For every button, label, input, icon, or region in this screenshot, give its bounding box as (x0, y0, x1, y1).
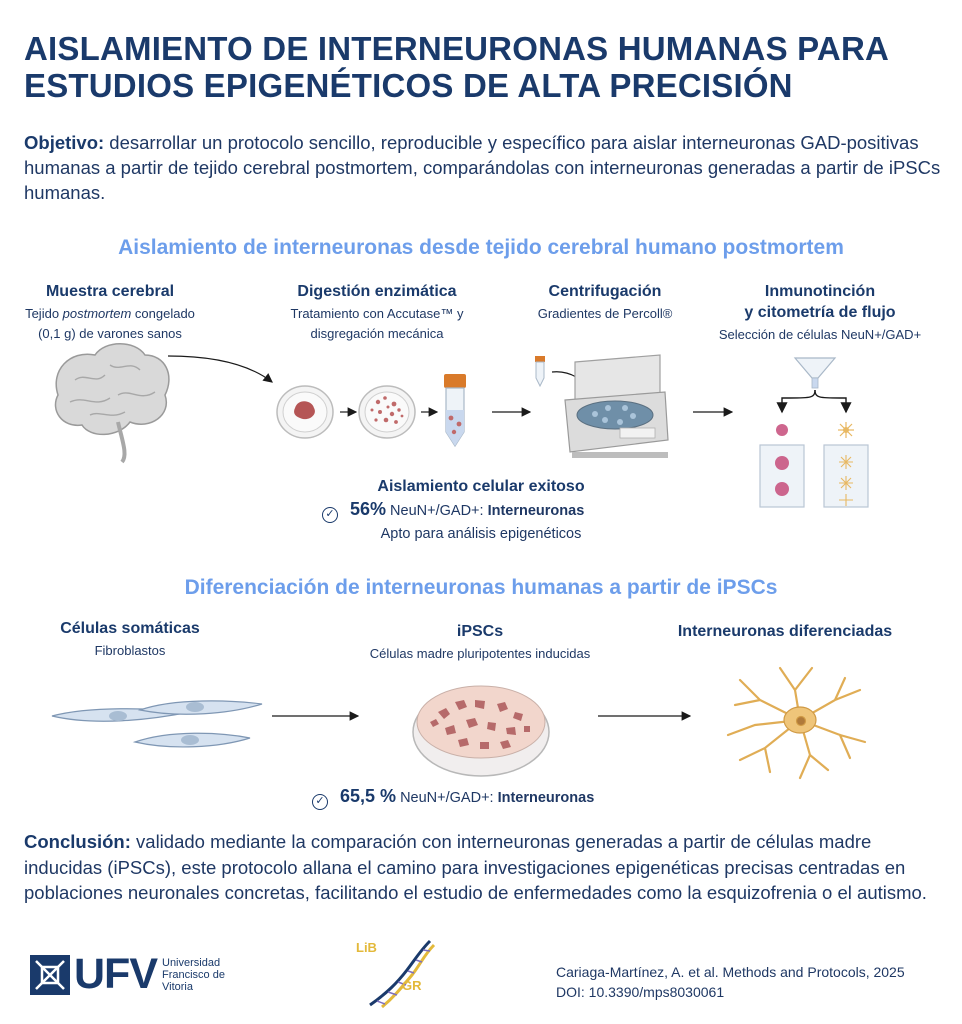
result-cell-type: Interneuronas (497, 790, 595, 806)
step-subtitle: Tratamiento con Accutase™ y (290, 306, 464, 321)
objective-text: desarrollar un protocolo sencillo, reproducible y específico para aislar interneuronas GAD-positivas humanas a partir de tejido cerebral postmortem, comparándolas con interneuronas generadas a partir de iPSCs humanas. (24, 132, 941, 203)
step-subtitle: Células madre pluripotentes inducidas (369, 646, 591, 661)
step-subtitle-2: disgregación mecánica (310, 326, 444, 341)
conclusion-paragraph (24, 829, 944, 906)
conclusion-label: Conclusión: (24, 831, 131, 852)
citation (556, 962, 905, 1002)
section2-title: Diferenciación de interneuronas humanas a partir de iPSCs (184, 576, 778, 599)
step-subtitle: Fibroblastos (94, 643, 166, 658)
step-title: Muestra cerebral (45, 283, 175, 300)
libgr-top-text: LiB (356, 940, 377, 955)
step-title: Células somáticas (60, 620, 200, 637)
result-cell-type: Interneuronas (487, 503, 585, 519)
step-title: Centrifugación (548, 283, 662, 300)
result-title: Aislamiento celular exitoso (377, 478, 585, 495)
check-icon: ✓ (322, 507, 338, 523)
conclusion-text: validado mediante la comparación con interneuronas generadas a partir de células madre inducidas (iPSCs), este protocolo allana el camino para investigaciones epigenéticas precisas centradas en poblaciones neuronales concretas, facilitando el estudio de enfermedades como la esquizofrenia o el autismo. (24, 831, 927, 903)
result-marker: NeuN+/GAD+: (386, 503, 488, 519)
citation-reference: Cariaga-Martínez, A. et al. Methods and Protocols, 2025 (556, 964, 905, 980)
citation-doi: DOI: 10.3390/mps8030061 (556, 984, 725, 1000)
result-percentage: 65,5 % (340, 786, 397, 806)
step-title: Digestión enzimática (297, 283, 457, 300)
libgr-bottom-text: GR (402, 978, 422, 993)
result-percentage: 56% (350, 499, 387, 519)
page-title: AISLAMIENTO DE INTERNEURONAS HUMANAS PARA ESTUDIOS EPIGENÉTICOS DE ALTA PRECISIÓN (24, 30, 888, 104)
result-note: Apto para análisis epigenéticos (380, 526, 582, 542)
step-subtitle: Tejido postmortem congelado (25, 306, 195, 321)
fibroblast-icon (52, 701, 262, 747)
section1-title: Aislamiento de interneuronas desde tejido cerebral humano postmortem (118, 236, 844, 259)
result-marker: NeuN+/GAD+: (396, 790, 498, 806)
step-subtitle: Gradientes de Percoll® (537, 306, 673, 321)
neuron-soma (784, 707, 816, 733)
step-title: Interneuronas diferenciadas (677, 623, 893, 640)
step-title: iPSCs (456, 623, 504, 640)
section2-result-line (312, 786, 672, 808)
ipsc-dish-icon (413, 686, 549, 776)
ufv-wordmark: UFV (74, 950, 157, 998)
objective-label: Objetivo: (24, 132, 105, 153)
ufv-emblem-icon (30, 955, 70, 995)
step-subtitle: Selección de células NeuN+/GAD+ (718, 327, 922, 342)
check-icon: ✓ (312, 794, 328, 810)
step-subtitle-2: (0,1 g) de varones sanos (38, 326, 182, 341)
ufv-name: Universidad Francisco de Vitoria (162, 957, 225, 993)
step-title-2: y citometría de flujo (744, 304, 896, 321)
step-title: Inmunotinción (764, 283, 876, 300)
